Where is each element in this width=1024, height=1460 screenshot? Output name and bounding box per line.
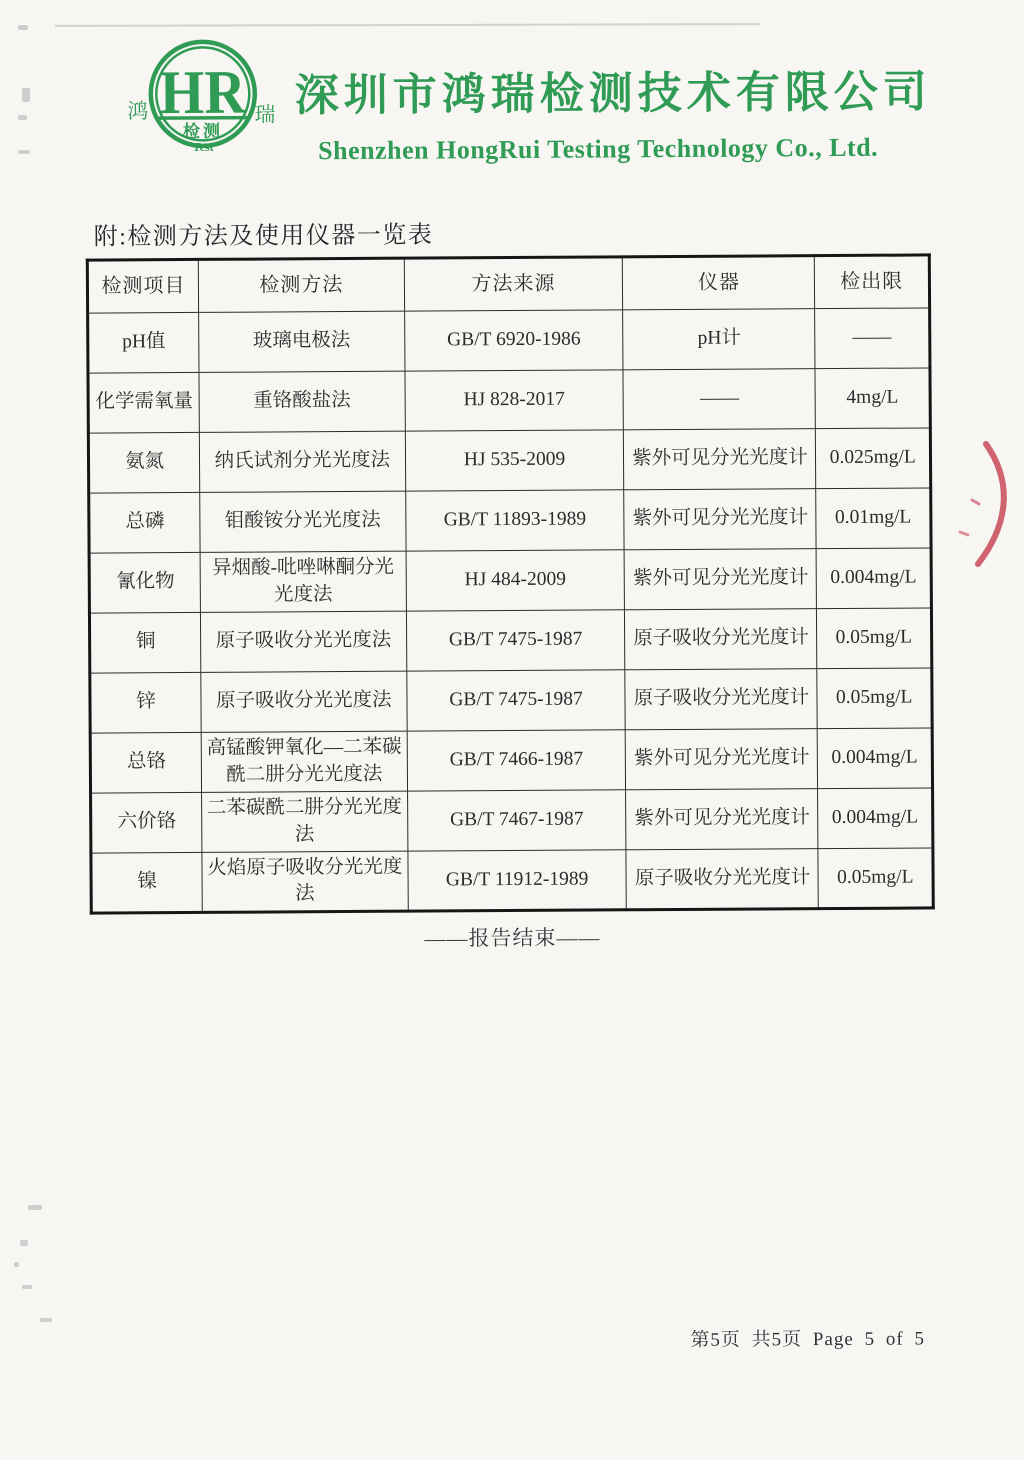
table-cell: 原子吸收分光光度计	[626, 849, 818, 910]
table-cell: 重铬酸盐法	[199, 371, 405, 432]
table-row	[89, 608, 931, 673]
end-of-report-note: ——报告结束——	[424, 925, 601, 951]
table-cell: 二苯碳酰二肼分光光度法	[202, 791, 408, 852]
table-cell: 紫外可见分光光度计	[624, 429, 816, 490]
table-row	[88, 368, 930, 433]
table-row	[91, 848, 933, 913]
table-row	[88, 428, 930, 493]
scan-smudge	[18, 115, 27, 120]
table-cell: pH值	[88, 312, 200, 373]
table-row	[91, 788, 933, 853]
table-cell: 纳氏试剂分光光度法	[199, 431, 405, 492]
company-name-cn: 深圳市鸿瑞检测技术有限公司	[294, 67, 932, 121]
table-cell: HJ 828-2017	[405, 370, 624, 431]
scan-smudge	[28, 1205, 42, 1210]
table-cell: GB/T 11893-1989	[405, 490, 624, 551]
table-cell: 紫外可见分光光度计	[625, 549, 817, 610]
table-cell: 异烟酸-吡唑啉酮分光光度法	[200, 551, 406, 612]
table-cell: 锌	[90, 672, 202, 733]
table-cell: GB/T 7475-1987	[406, 610, 625, 671]
scan-smudge	[20, 1240, 28, 1246]
table-cell: 总铬	[90, 732, 202, 793]
table-cell: 玻璃电极法	[199, 311, 405, 372]
column-header: 方法来源	[404, 257, 623, 311]
table-cell: 钼酸铵分光光度法	[200, 491, 406, 552]
table-cell: 六价铬	[91, 792, 203, 853]
table-cell: GB/T 7466-1987	[407, 730, 626, 791]
table-body	[88, 308, 934, 913]
column-header: 检出限	[815, 255, 930, 309]
table-row	[89, 488, 931, 553]
table-cell: 0.004mg/L	[817, 548, 932, 609]
table-cell: 氰化物	[89, 552, 201, 613]
table-cell: 高锰酸钾氧化—二苯碳酰二肼分光光度法	[201, 731, 407, 792]
scan-smudge	[22, 88, 30, 102]
scan-smudge	[18, 25, 28, 30]
table-cell: 0.05mg/L	[817, 668, 932, 729]
table-cell: GB/T 11912-1989	[407, 850, 626, 911]
column-header: 检测方法	[198, 258, 404, 312]
table-cell: 0.025mg/L	[816, 428, 931, 489]
company-name-en: Shenzhen HongRui Testing Technology Co., Ltd.	[318, 132, 879, 166]
table-cell: 原子吸收分光光度法	[201, 671, 407, 732]
table-row	[89, 548, 931, 613]
scan-smudge	[14, 1262, 19, 1267]
table-cell: 0.004mg/L	[818, 728, 933, 789]
table-cell: 紫外可见分光光度计	[626, 729, 818, 790]
table-cell: GB/T 7467-1987	[407, 790, 626, 851]
table-cell: 原子吸收分光光度法	[201, 611, 407, 672]
table-cell: 原子吸收分光光度计	[625, 669, 817, 730]
table-cell: 0.01mg/L	[816, 488, 931, 549]
table-cell: 0.004mg/L	[818, 788, 933, 849]
table-cell: 火焰原子吸收分光光度法	[202, 851, 408, 912]
scan-smudge	[22, 1285, 32, 1289]
logo-right-char: 瑞	[254, 102, 276, 127]
page-number: 第5页 共5页 Page 5 of 5	[690, 1328, 925, 1351]
table-row	[88, 308, 930, 373]
table-cell: 紫外可见分光光度计	[626, 789, 818, 850]
logo-left-char: 鸿	[127, 99, 149, 124]
logo-label-cn: 检测	[182, 121, 224, 142]
table-cell: 原子吸收分光光度计	[625, 609, 817, 670]
attachment-title: 附:检测方法及使用仪器一览表	[93, 222, 434, 251]
scan-smudge	[18, 150, 30, 154]
company-logo	[114, 29, 293, 168]
logo-label-en: Test	[192, 139, 214, 154]
table-cell: 4mg/L	[815, 368, 930, 429]
company-header	[294, 56, 932, 167]
table-cell: GB/T 7475-1987	[406, 670, 625, 731]
table-cell: 氨氮	[88, 432, 200, 493]
logo-monogram: HR	[159, 58, 253, 128]
table-cell: ——	[815, 308, 930, 369]
methods-table	[86, 253, 935, 914]
column-header: 仪器	[623, 256, 815, 310]
table-cell: 铜	[89, 612, 201, 673]
table-cell: 总磷	[89, 492, 201, 553]
table-cell: 0.05mg/L	[817, 608, 932, 669]
table-row	[90, 728, 932, 793]
table-cell: GB/T 6920-1986	[404, 310, 623, 371]
table-row	[90, 668, 932, 733]
table-cell: pH计	[623, 309, 815, 370]
table-cell: 0.05mg/L	[818, 848, 933, 909]
table-header-row	[87, 255, 929, 313]
table-cell: 镍	[91, 852, 203, 913]
table-cell: ——	[623, 369, 815, 430]
table-cell: HJ 484-2009	[406, 550, 625, 611]
column-header: 检测项目	[87, 259, 198, 313]
scan-smudge	[40, 1318, 52, 1322]
logo-divider-line	[159, 118, 247, 119]
red-pen-mark	[952, 438, 1024, 570]
table-cell: 紫外可见分光光度计	[624, 489, 816, 550]
table-cell: 化学需氧量	[88, 372, 200, 433]
table-cell: HJ 535-2009	[405, 430, 624, 491]
